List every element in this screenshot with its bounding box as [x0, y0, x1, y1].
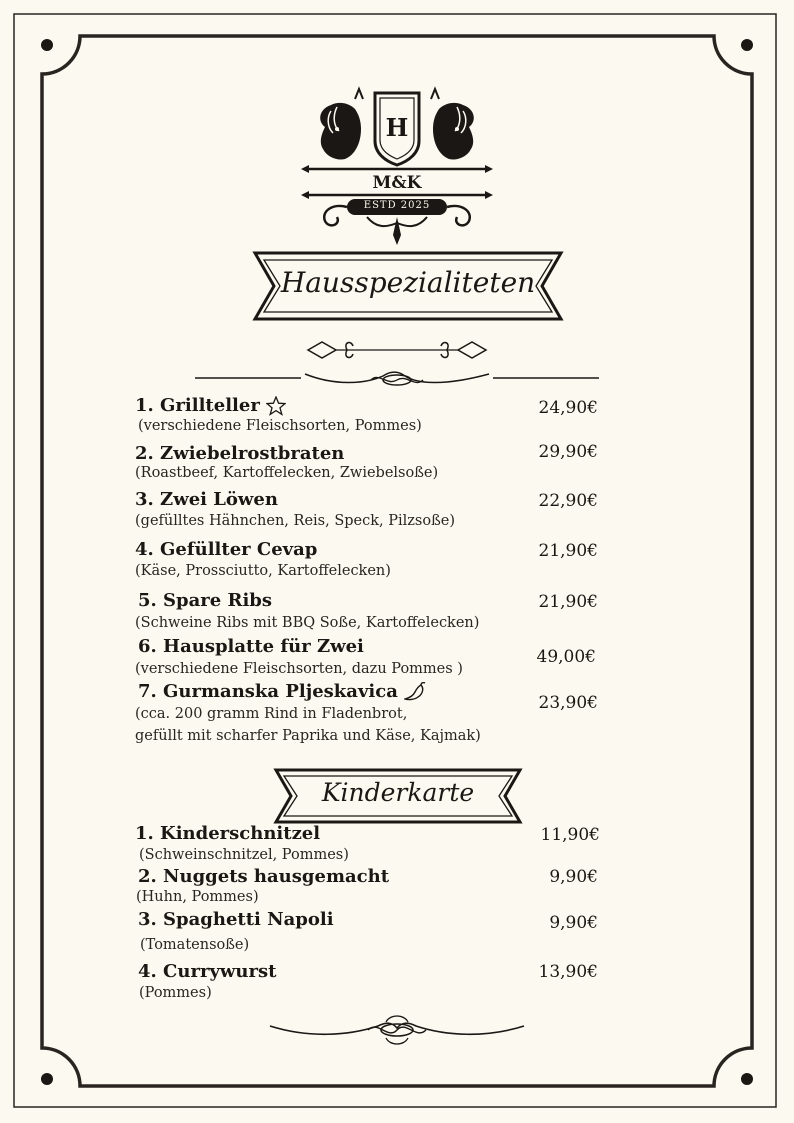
chili-icon [404, 682, 426, 702]
logo-established: ESTD 2025 [363, 200, 431, 211]
menu-item-desc: (Pommes) [139, 985, 212, 1001]
menu-item-desc-line2: gefüllt mit scharfer Paprika und Käse, Kajmak) [135, 728, 481, 744]
section-title-main: Hausspezialiteten [280, 266, 536, 299]
corner-dot-icon [741, 39, 753, 51]
menu-item-name: 4. Currywurst [138, 961, 277, 982]
menu-item-name: 3. Spaghetti Napoli [138, 909, 334, 930]
menu-item-desc: (Tomatensoße) [140, 937, 250, 953]
star-icon [266, 396, 286, 416]
menu-item-desc: (Huhn, Pommes) [136, 889, 259, 905]
corner-dot-icon [41, 39, 53, 51]
menu-item-price: 22,90€ [538, 491, 598, 511]
menu-item-price: 24,90€ [538, 398, 598, 418]
menu-item-desc: (Schweinschnitzel, Pommes) [139, 847, 349, 863]
section-title-kids: Kinderkarte [321, 778, 475, 807]
menu-item-desc: (gefülltes Hähnchen, Reis, Speck, Pilzsoße) [135, 513, 456, 529]
menu-item-price: 9,90€ [549, 913, 598, 933]
menu-item-name: 2. Nuggets hausgemacht [138, 866, 390, 887]
lion-right-icon [433, 103, 474, 160]
menu-item-name: 6. Hausplatte für Zwei [138, 636, 364, 657]
menu-item-desc: (Schweine Ribs mit BBQ Soße, Kartoffelecken) [135, 615, 480, 631]
menu-item-desc: (Käse, Prossciutto, Kartoffelecken) [135, 563, 391, 579]
menu-item-name: 1. Kinderschnitzel [135, 823, 321, 844]
menu-item-price: 21,90€ [538, 541, 598, 561]
menu-item-price: 49,00€ [536, 647, 596, 667]
menu-item-name: 2. Zwiebelrostbraten [135, 443, 345, 464]
menu-item-desc: (Roastbeef, Kartoffelecken, Zwiebelsoße) [135, 465, 439, 481]
menu-item-price: 23,90€ [538, 693, 598, 713]
menu-item-name: 3. Zwei Löwen [135, 489, 278, 510]
menu-item-name: 5. Spare Ribs [138, 590, 273, 611]
menu-item-price: 21,90€ [538, 592, 598, 612]
corner-dot-icon [41, 1073, 53, 1085]
logo-monogram: H [385, 113, 409, 142]
ornament-bottom-icon [268, 1008, 526, 1048]
ornament-divider-icon [195, 336, 599, 396]
menu-item-price: 9,90€ [549, 867, 598, 887]
menu-item-name: 1. Grillteller [135, 395, 286, 416]
menu-item-price: 29,90€ [538, 442, 598, 462]
menu-item-desc: (verschiedene Fleischsorten, Pommes) [138, 418, 422, 434]
corner-dot-icon [741, 1073, 753, 1085]
menu-item-price: 13,90€ [538, 962, 598, 982]
logo [297, 85, 497, 250]
menu-item-desc: (cca. 200 gramm Rind in Fladenbrot, [135, 706, 408, 722]
menu-item-name: 4. Gefüllter Cevap [135, 539, 318, 560]
menu-item-price: 11,90€ [540, 825, 600, 845]
logo-brand: M&K [372, 173, 422, 193]
menu-item-name: 7. Gurmanska Pljeskavica [138, 681, 426, 702]
lion-left-icon [320, 103, 361, 160]
menu-item-desc: (verschiedene Fleischsorten, dazu Pommes ) [135, 661, 463, 677]
